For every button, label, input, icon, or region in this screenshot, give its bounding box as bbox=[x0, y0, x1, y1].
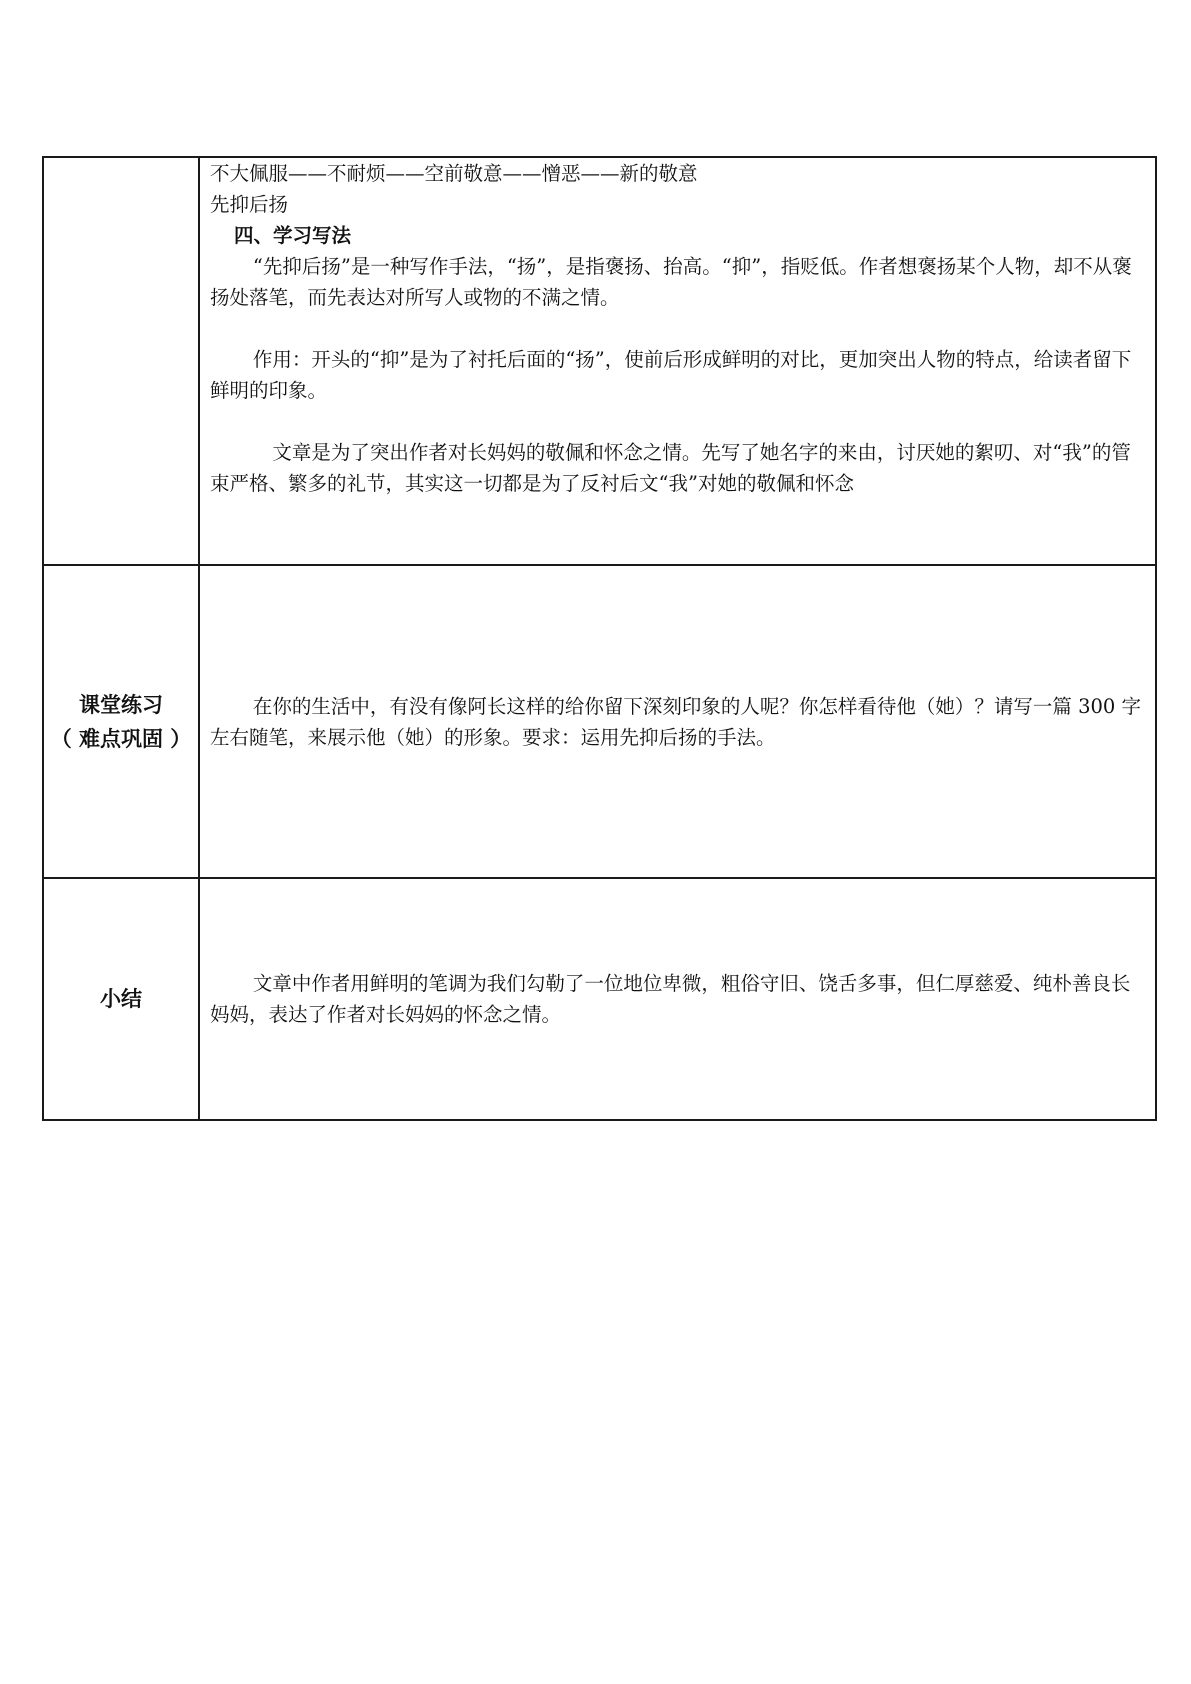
content-cell-practice bbox=[199, 565, 1156, 878]
definition-paragraph: “先抑后扬”是一种写作手法，“扬”，是指褒扬、抬高。“抑”，指贬低。作者想褒扬某个人物，却不从褒扬处落笔，而先表达对所写人或物的不满之情。 bbox=[210, 255, 1132, 309]
table-row-writing-method bbox=[43, 157, 1156, 565]
summary-text: 文章中作者用鲜明的笔调为我们勾勒了一位地位卑微，粗俗守旧、饶舌多事，但仁厚慈爱、纯朴善良长妈妈，表达了作者对长妈妈的怀念之情。 bbox=[210, 972, 1131, 1026]
analysis-paragraph: 文章是为了突出作者对长妈妈的敬佩和怀念之情。先写了她名字的来由，讨厌她的絮叨、对“我”的管束严格、繁多的礼节，其实这一切都是为了反衬后文“我”对她的敬佩和怀念 bbox=[210, 441, 1131, 495]
emotion-sequence-line: 不大佩服——不耐烦——空前敬意——憎恶——新的敬意 bbox=[210, 162, 698, 185]
label-cell-practice bbox=[43, 565, 199, 878]
label-cell-empty bbox=[43, 157, 199, 565]
table-row-practice bbox=[43, 565, 1156, 878]
content-cell-summary bbox=[199, 878, 1156, 1120]
effect-paragraph: 作用：开头的“抑”是为了衬托后面的“扬”，使前后形成鲜明的对比，更加突出人物的特点，给读者留下鲜明的印象。 bbox=[210, 348, 1132, 402]
table-row-summary bbox=[43, 878, 1156, 1120]
practice-sublabel: （ 难点巩固 ） bbox=[50, 726, 192, 751]
practice-label: 课堂练习 bbox=[79, 692, 163, 717]
practice-text: 在你的生活中，有没有像阿长这样的给你留下深刻印象的人呢？你怎样看待他（她）？请写一篇 300 字左右随笔，来展示他（她）的形象。要求：运用先抑后扬的手法。 bbox=[210, 694, 1142, 749]
content-cell-writing-method bbox=[199, 157, 1156, 565]
label-cell-summary bbox=[43, 878, 199, 1120]
section-heading: 四、学习写法 bbox=[234, 224, 352, 247]
technique-name-line: 先抑后扬 bbox=[210, 193, 289, 216]
summary-label: 小结 bbox=[100, 987, 142, 1011]
paragraph-gap bbox=[210, 313, 1145, 344]
lesson-plan-table bbox=[42, 156, 1157, 1121]
paragraph-gap bbox=[210, 406, 1145, 437]
